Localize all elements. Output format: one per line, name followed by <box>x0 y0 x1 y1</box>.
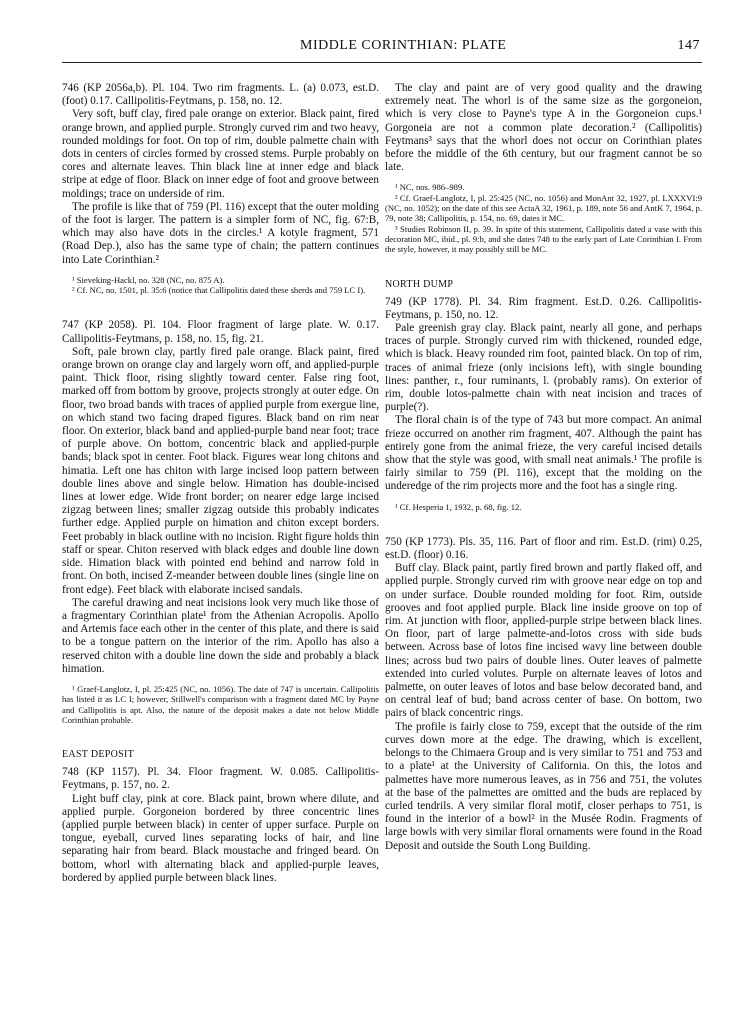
running-head <box>60 38 700 60</box>
entry-747 <box>62 319 379 725</box>
page-number: 147 <box>677 38 700 53</box>
footnote: ¹ Graef-Langlotz, I, pl. 25:425 (NC, no. 1056). The date of 747 is uncertain. Callipolitis has listed it as LC I; however, Stillwell's comparison with a fragment dated MC by Payne and Callipolitis is apt. Also, the nature of the deposit makes a date not below Middle Corinthian probable. <box>62 683 379 725</box>
entry-749-footnotes <box>385 502 702 512</box>
entry-750 <box>385 536 702 853</box>
entry-747-discussion: The careful drawing and neat incisions look very much like those of a fragmentary Corinthian plate¹ from the Athenian Acropolis. Apollo and Artemis face each other in the center of this plate, and there is said to be a tongue pattern on the interior of the rim. Apollo has also a reserved chiton with a double line down the side and probably a black himation. <box>62 596 379 675</box>
footnote: ² Cf. NC, no. 1501, pl. 35:6 (notice that Callipolitis dated these sherds and 759 LC I). <box>72 285 366 296</box>
footnote: ³ Studies Robinson II, p. 39. In spite of this statement, Callipolitis dated a vase with this decoration MC, ibid., pl. 9:b, and she dates 748 to the early part of Late Corinthian I. From the style, however, it may possibly still be MC. <box>385 223 702 255</box>
entry-747-description: Soft, pale brown clay, partly fired pale orange. Black paint, fired orange brown on orange clay and largely worn off, and applied-purple paint. Thick floor, rising slightly toward center. False ring foot, marked off from bottom by groove, projects strongly at outer edge. On floor, two broad bands with traces of applied purple from exergue line, on which stand two facing draped figures. Black band on rim near floor. On exterior, black band and applied-purple band near foot; trace of purple above. On bottom, concentric black and applied-purple bands; black spot in center. Foot black. Figures wear long chitons and himatia. Left one has chiton with large incised loop pattern between double lines above and single below. Himation has double-incised lines at lower edge. Wide front border; on nearer edge large incised zigzag between lines; smaller zigzag outside this probably indicates further edge. Applied purple on himation and chiton except borders. Feet probably in black outline with no incision. Right figure holds thin staff or spear. Chiton reserved with black edges and double line down side. Himation black with pointed end behind and narrow fold in front. On both, incised Z-meander between double lines (single line on front edge). Feet black with elaborate incised sandals. <box>62 345 379 596</box>
entry-746-footnotes <box>62 275 379 296</box>
entry-749-description: Pale greenish gray clay. Black paint, nearly all gone, and perhaps traces of purple. Strongly curved rim with thickened, rounded edge, which is black. Heavy rounded rim foot, painted black. On top of rim, traces of animal frieze (only incisions left), with single bounding lines: panther, r., four ruminants, l. (probably rams). On exterior of rim, double lotos-palmette chain with neat incision and traces of purple(?). <box>385 321 702 414</box>
entry-748-discussion: The clay and paint are of very good quality and the drawing extremely neat. The whorl is of the same size as the gorgoneion, which is very close to Payne's type A in the Gorgoneion cups.¹ Gorgoneia are not a common plate decoration.² (Callipolitis) Feytmans³ says that the whorl does not occur on Corinthian plates before the middle of the 6th century, but our fragment cannot be so late. <box>385 82 702 174</box>
footnote: ² Cf. Graef-Langlotz, I, pl. 25:425 (NC, no. 1056) and MonAnt 32, 1927, pl. LXXXVI:9 (NC, no. 1052); on the date of this see ActaA 32, 1961, p. 189, note 56 and AntK 7, 1964, p. 79, note 38; Callipolitis, p. 154, no. 69, dates it MC. <box>385 192 702 224</box>
entry-746-heading: 746 (KP 2056a,b). Pl. 104. Two rim fragments. L. (a) 0.073, est.D. (foot) 0.17. Callipolitis-Feytmans, p. 158, no. 12. <box>62 82 379 108</box>
footnote: ¹ Sieveking-Hackl, no. 328 (NC, no. 875 A). <box>72 274 225 285</box>
running-head-title: MIDDLE CORINTHIAN: PLATE <box>300 38 507 53</box>
entry-747-footnotes <box>62 684 379 725</box>
footnote: ¹ Cf. Hesperia 1, 1932, p. 68, fig. 12. <box>395 501 522 512</box>
left-column <box>62 82 379 885</box>
entry-746 <box>62 82 379 295</box>
section-label-north-dump: NORTH DUMP <box>385 278 454 290</box>
entry-750-heading: 750 (KP 1773). Pls. 35, 116. Part of floor and rim. Est.D. (rim) 0.25, est.D. (floor) 0.16. <box>385 535 702 562</box>
right-column <box>385 82 702 853</box>
entry-750-description: Buff clay. Black paint, partly fired brown and partly flaked off, and applied purple. Strongly curved rim with groove near edge on top and on under surface. Double rounded molding for foot. Rim, outside grooves and foot applied purple. Black line inside groove on top of rim. At junction with floor, applied-purple stripe between black lines. On floor, part of large palmette-and-lotos cross with side buds between. Across base of lotos fine incised wavy line between double lines; across bud two pairs of double lines. Outer leaves of palmette extended into curled volutes. Purple on alternate leaves of lotos and palmette, on outer leaves of lotos and base below decorated band, and on central leaf of bud; band across center of base. On bottom, two pairs of black concentric rings. <box>385 562 702 720</box>
entry-748-footnotes <box>385 182 702 254</box>
section-east-deposit <box>62 749 379 885</box>
entry-748-continued <box>385 82 702 255</box>
entry-747-heading: 747 (KP 2058). Pl. 104. Floor fragment of large plate. W. 0.17. Callipolitis-Feytmans, p. 158, no. 15, fig. 21. <box>62 319 379 345</box>
header-rule <box>62 62 702 63</box>
entry-746-description: Very soft, buff clay, fired pale orange on exterior. Black paint, fired orange brown, and applied purple. Strongly curved rim and two heavy, rounded moldings for foot. On top of rim, double palmette chain with dots in centers of circles formed by crossed stems. Purple probably on cores and alternate leaves. Thin black line at inner edge and black stripe at edge of floor. Black on inner edge of foot and groove between moldings; trace on underside of rim. <box>62 108 379 200</box>
entry-748-description: Light buff clay, pink at core. Black paint, brown where dilute, and applied purple. Gorgoneion bordered by three concentric lines (applied purple between black) in center of upper surface. Purple on tongue, eyeball, curved lines separating locks of hair, and line separating hair from beard. Black moustache and fringed beard. On bottom, whorl with alternating black and applied-purple leaves, bordered by applied purple between black lines. <box>62 792 379 884</box>
entry-750-discussion: The profile is fairly close to 759, except that the outside of the rim curves down more at the edge. The drawing, which is excellent, belongs to the Chimaera Group and is very similar to 751 and 753 and to a plate¹ at the University of California. On this, the lotos and palmettes have more numerous leaves, as in 756 and 751, the volutes at the base of the palmettes are omitted and the buds are replaced by curled tendrils. A very similar floral motif, closer perhaps to 751, is found in the interior of a bowl² in the Musée Rodin. Fragments of large bowls with very similar floral ornaments were found in the Road Deposit and outside the South Long Building. <box>385 720 702 852</box>
entry-749-heading: 749 (KP 1778). Pl. 34. Rim fragment. Est.D. 0.26. Callipolitis-Feytmans, p. 150, no. 12. <box>385 295 702 321</box>
footnote: ¹ NC, nos. 986–989. <box>395 182 465 193</box>
section-label-east-deposit: EAST DEPOSIT <box>62 749 135 761</box>
entry-748-heading: 748 (KP 1157). Pl. 34. Floor fragment. W. 0.085. Callipolitis-Feytmans, p. 157, no. 2. <box>62 766 379 792</box>
entry-749-discussion: The floral chain is of the type of 743 but more compact. An animal frieze occurred on another rim fragment, 407. Although the paint has entirely gone from the animal frieze, the very careful incised details show that the style was good, with small neat animals.¹ The profile is fairly similar to 759 (Pl. 116), except that the molding on the underedge of the rim projects more and the foot has a single ring. <box>385 414 702 493</box>
section-north-dump <box>385 279 702 512</box>
entry-746-discussion: The profile is like that of 759 (Pl. 116) except that the outer molding of the foot is larger. The pattern is a simpler form of NC, fig. 67:B, which may also have dots in the circles.¹ A kotyle fragment, 571 (Road Dep.), also has the same type of chain; the pattern continues into Late Corinthian.² <box>62 200 379 266</box>
